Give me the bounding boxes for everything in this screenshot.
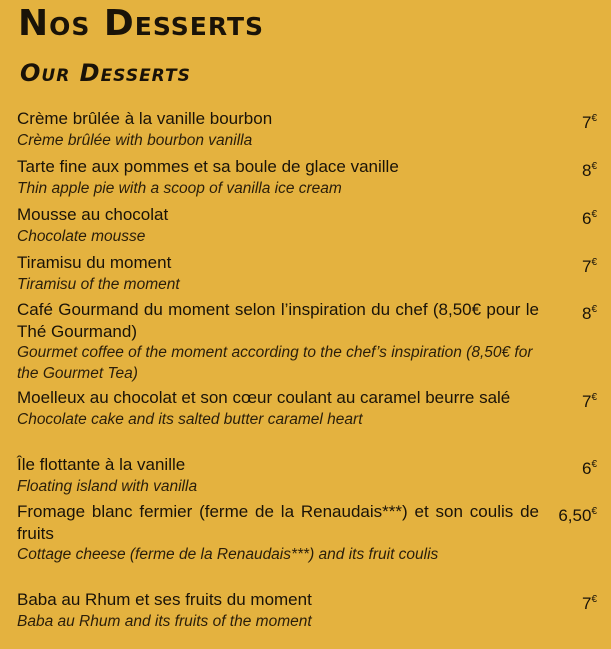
menu-item xyxy=(17,589,597,632)
euro-sign: € xyxy=(591,506,597,517)
item-price: 7€ xyxy=(581,257,597,276)
menu-item xyxy=(17,299,597,384)
euro-sign: € xyxy=(591,392,597,403)
menu-item xyxy=(17,454,597,497)
item-name: Fromage blanc fermier (ferme de la Renaudais***) et son coulis de fruits xyxy=(17,502,539,543)
item-price: 7€ xyxy=(581,392,597,411)
item-translation: Baba au Rhum and its fruits of the moment xyxy=(17,612,312,630)
item-name: Mousse au chocolat xyxy=(17,205,169,224)
euro-sign: € xyxy=(591,257,597,268)
item-price: 6€ xyxy=(581,209,597,228)
item-price: 6,50€ xyxy=(558,506,597,525)
menu-item xyxy=(17,387,597,430)
menu-item xyxy=(17,204,597,247)
item-price: 8€ xyxy=(581,161,597,180)
euro-sign: € xyxy=(591,594,597,605)
menu-item xyxy=(17,108,597,151)
euro-sign: € xyxy=(591,209,597,220)
item-translation: Crème brûlée with bourbon vanilla xyxy=(17,131,253,149)
page-subtitle: Our Desserts xyxy=(20,59,191,87)
item-translation: Cottage cheese (ferme de la Renaudais***) and its fruit coulis xyxy=(17,546,439,563)
item-name: Tiramisu du moment xyxy=(17,253,172,272)
item-name: Crème brûlée à la vanille bourbon xyxy=(17,109,273,128)
menu-item xyxy=(17,156,597,199)
menu-item xyxy=(17,501,597,565)
item-translation: Tiramisu of the moment xyxy=(17,275,180,293)
euro-sign: € xyxy=(591,304,597,315)
item-price: 8€ xyxy=(581,304,597,323)
item-translation: Chocolate cake and its salted butter caramel heart xyxy=(17,410,363,428)
item-name: Tarte fine aux pommes et sa boule de glace vanille xyxy=(17,157,399,176)
item-name: Café Gourmand du moment selon l’inspiration du chef (8,50€ pour le Thé Gourmand) xyxy=(17,300,539,341)
euro-sign: € xyxy=(591,459,597,470)
menu-item xyxy=(17,252,597,295)
item-name: Baba au Rhum et ses fruits du moment xyxy=(17,590,312,609)
page-title: Nos Desserts xyxy=(18,3,265,44)
item-price: 6€ xyxy=(581,459,597,478)
item-price: 7€ xyxy=(581,113,597,132)
item-translation: Chocolate mousse xyxy=(17,227,146,245)
item-translation: Gourmet coffee of the moment according to the chef’s inspiration (8,50€ for the Gourmet Tea) xyxy=(17,344,533,382)
item-price: 7€ xyxy=(581,594,597,613)
item-translation: Thin apple pie with a scoop of vanilla ice cream xyxy=(17,179,342,197)
item-translation: Floating island with vanilla xyxy=(17,477,198,495)
item-name: Île flottante à la vanille xyxy=(17,455,186,474)
euro-sign: € xyxy=(591,161,597,172)
euro-sign: € xyxy=(591,113,597,124)
item-name: Moelleux au chocolat et son cœur coulant au caramel beurre salé xyxy=(17,388,511,407)
